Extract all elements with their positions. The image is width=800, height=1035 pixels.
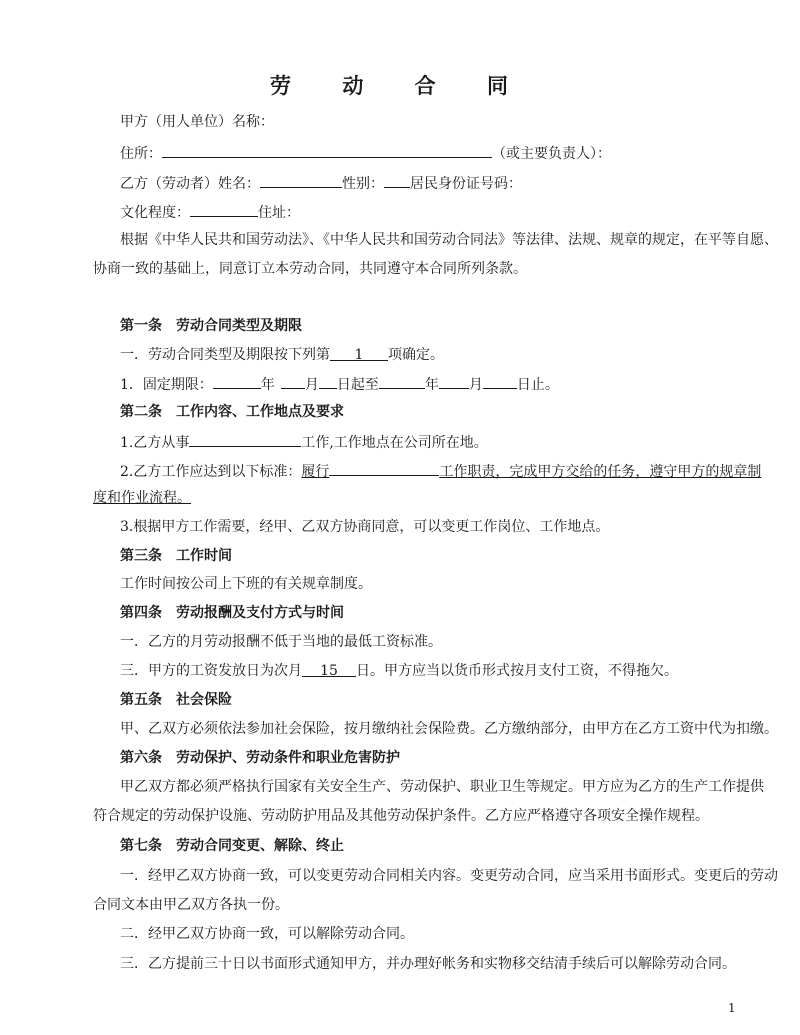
name-blank[interactable] bbox=[260, 172, 342, 188]
start-day-blank[interactable] bbox=[319, 373, 337, 389]
address-suffix: （或主要负责人）： bbox=[492, 146, 611, 162]
article-4-para-2 bbox=[120, 661, 678, 681]
contract-type-value: 1 bbox=[330, 345, 388, 361]
article-2-para-2-cont: 度和作业流程。 bbox=[93, 490, 191, 506]
payday-text: 日。甲方应当以货币形式按月支付工资，不得拖欠。 bbox=[356, 663, 678, 679]
article-2-heading: 第二条 工作内容、工作地点及要求 bbox=[120, 404, 344, 420]
intro-line-1: 根据《中华人民共和国劳动法》、《中华人民共和国劳动合同法》等法律、法规、规章的规定，在平等自愿、 bbox=[120, 232, 778, 248]
article-1-para-1 bbox=[120, 345, 444, 365]
standard-label: 2.乙方工作应达到以下标准： bbox=[120, 464, 302, 480]
id-label: 居民身份证号码： bbox=[410, 176, 522, 192]
perform-text: 履行 bbox=[301, 464, 330, 480]
page-number: 1 bbox=[728, 1001, 736, 1015]
gender-label: 性别： bbox=[342, 176, 384, 192]
article-3-para-1: 工作时间按公司上下班的有关规章制度。 bbox=[120, 576, 372, 592]
from-label: 日起至 bbox=[336, 377, 379, 393]
article-6-heading: 第六条 劳动保护、劳动条件和职业危害防护 bbox=[120, 750, 400, 766]
contract-type-label: 一．劳动合同类型及期限按下列第 bbox=[120, 347, 330, 363]
month-label-2: 月 bbox=[468, 377, 483, 393]
article-2-para-1 bbox=[120, 431, 488, 453]
article-6-para-1: 甲乙双方都必须严格执行国家有关安全生产、劳动保护、职业卫生等规定。甲方应为乙方的生产工作提供 bbox=[120, 779, 764, 795]
end-day-blank[interactable] bbox=[483, 373, 517, 389]
intro-line-2: 协商一致的基础上，同意订立本劳动合同，共同遵守本合同所列条款。 bbox=[93, 261, 527, 277]
address-blank[interactable] bbox=[162, 142, 492, 158]
duty-text: 工作职责，完成甲方交给的任务，遵守甲方的规章制 bbox=[439, 464, 762, 480]
duty-blank[interactable] bbox=[329, 460, 439, 476]
article-7-para-3: 二．经甲乙双方协商一致，可以解除劳动合同。 bbox=[120, 926, 414, 942]
document-title: 劳 动 合 同 bbox=[270, 73, 530, 98]
party-a-line bbox=[120, 112, 274, 132]
article-1-para-2 bbox=[120, 373, 559, 395]
article-1-heading: 第一条 劳动合同类型及期限 bbox=[120, 318, 302, 334]
year-label: 年 bbox=[260, 377, 275, 393]
end-month-blank[interactable] bbox=[439, 373, 469, 389]
article-5-para-1: 甲、乙双方必须依法参加社会保险，按月缴纳社会保险费。乙方缴纳部分，由甲方在乙方工资中代为扣缴。 bbox=[120, 721, 778, 737]
education-line bbox=[120, 201, 300, 223]
gender-blank[interactable] bbox=[384, 172, 410, 188]
job-label: 1.乙方从事 bbox=[120, 435, 190, 451]
article-2-para-3: 3.根据甲方工作需要，经甲、乙双方协商同意，可以变更工作岗位、工作地点。 bbox=[120, 519, 610, 535]
party-a-label: 甲方（用人单位）名称： bbox=[120, 114, 274, 130]
contract-type-suffix: 项确定。 bbox=[388, 347, 444, 363]
fixed-term-label: 1．固定期限： bbox=[120, 377, 213, 393]
article-6-para-2: 符合规定的劳动保护设施、劳动防护用品及其他劳动保护条件。乙方应严格遵守各项安全操作规程。 bbox=[93, 808, 709, 824]
article-7-para-1: 一．经甲乙双方协商一致，可以变更劳动合同相关内容。变更劳动合同，应当采用书面形式。变更后的劳动 bbox=[120, 868, 778, 884]
article-4-heading: 第四条 劳动报酬及支付方式与时间 bbox=[120, 605, 344, 621]
payday-value: 15 bbox=[302, 661, 356, 677]
home-address-label: 住址： bbox=[258, 205, 300, 221]
address-label: 住所： bbox=[120, 146, 162, 162]
end-year-blank[interactable] bbox=[379, 373, 425, 389]
article-4-para-1: 一．乙方的月劳动报酬不低于当地的最低工资标准。 bbox=[120, 634, 442, 650]
start-year-blank[interactable] bbox=[213, 373, 261, 389]
article-5-heading: 第五条 社会保险 bbox=[120, 692, 232, 708]
article-7-heading: 第七条 劳动合同变更、解除、终止 bbox=[120, 838, 344, 854]
article-3-heading: 第三条 工作时间 bbox=[120, 548, 232, 564]
party-b-line bbox=[120, 172, 522, 194]
article-7-para-2: 合同文本由甲乙双方各执一份。 bbox=[93, 897, 289, 913]
start-month-blank[interactable] bbox=[281, 373, 305, 389]
workplace-text: 工作,工作地点在公司所在地。 bbox=[301, 435, 488, 451]
article-7-para-4: 三．乙方提前三十日以书面形式通知甲方，并办理好帐务和实物移交结清手续后可以解除劳动合同。 bbox=[120, 956, 736, 972]
month-label: 月 bbox=[304, 377, 319, 393]
education-label: 文化程度： bbox=[120, 205, 190, 221]
party-b-name-label: 乙方（劳动者）姓名： bbox=[120, 176, 260, 192]
article-2-para-2 bbox=[120, 460, 761, 482]
to-label: 日止。 bbox=[516, 377, 559, 393]
job-blank[interactable] bbox=[189, 431, 301, 447]
year-label-2: 年 bbox=[424, 377, 439, 393]
address-line bbox=[120, 142, 611, 164]
payday-label: 三．甲方的工资发放日为次月 bbox=[120, 663, 302, 679]
education-blank[interactable] bbox=[190, 201, 258, 217]
